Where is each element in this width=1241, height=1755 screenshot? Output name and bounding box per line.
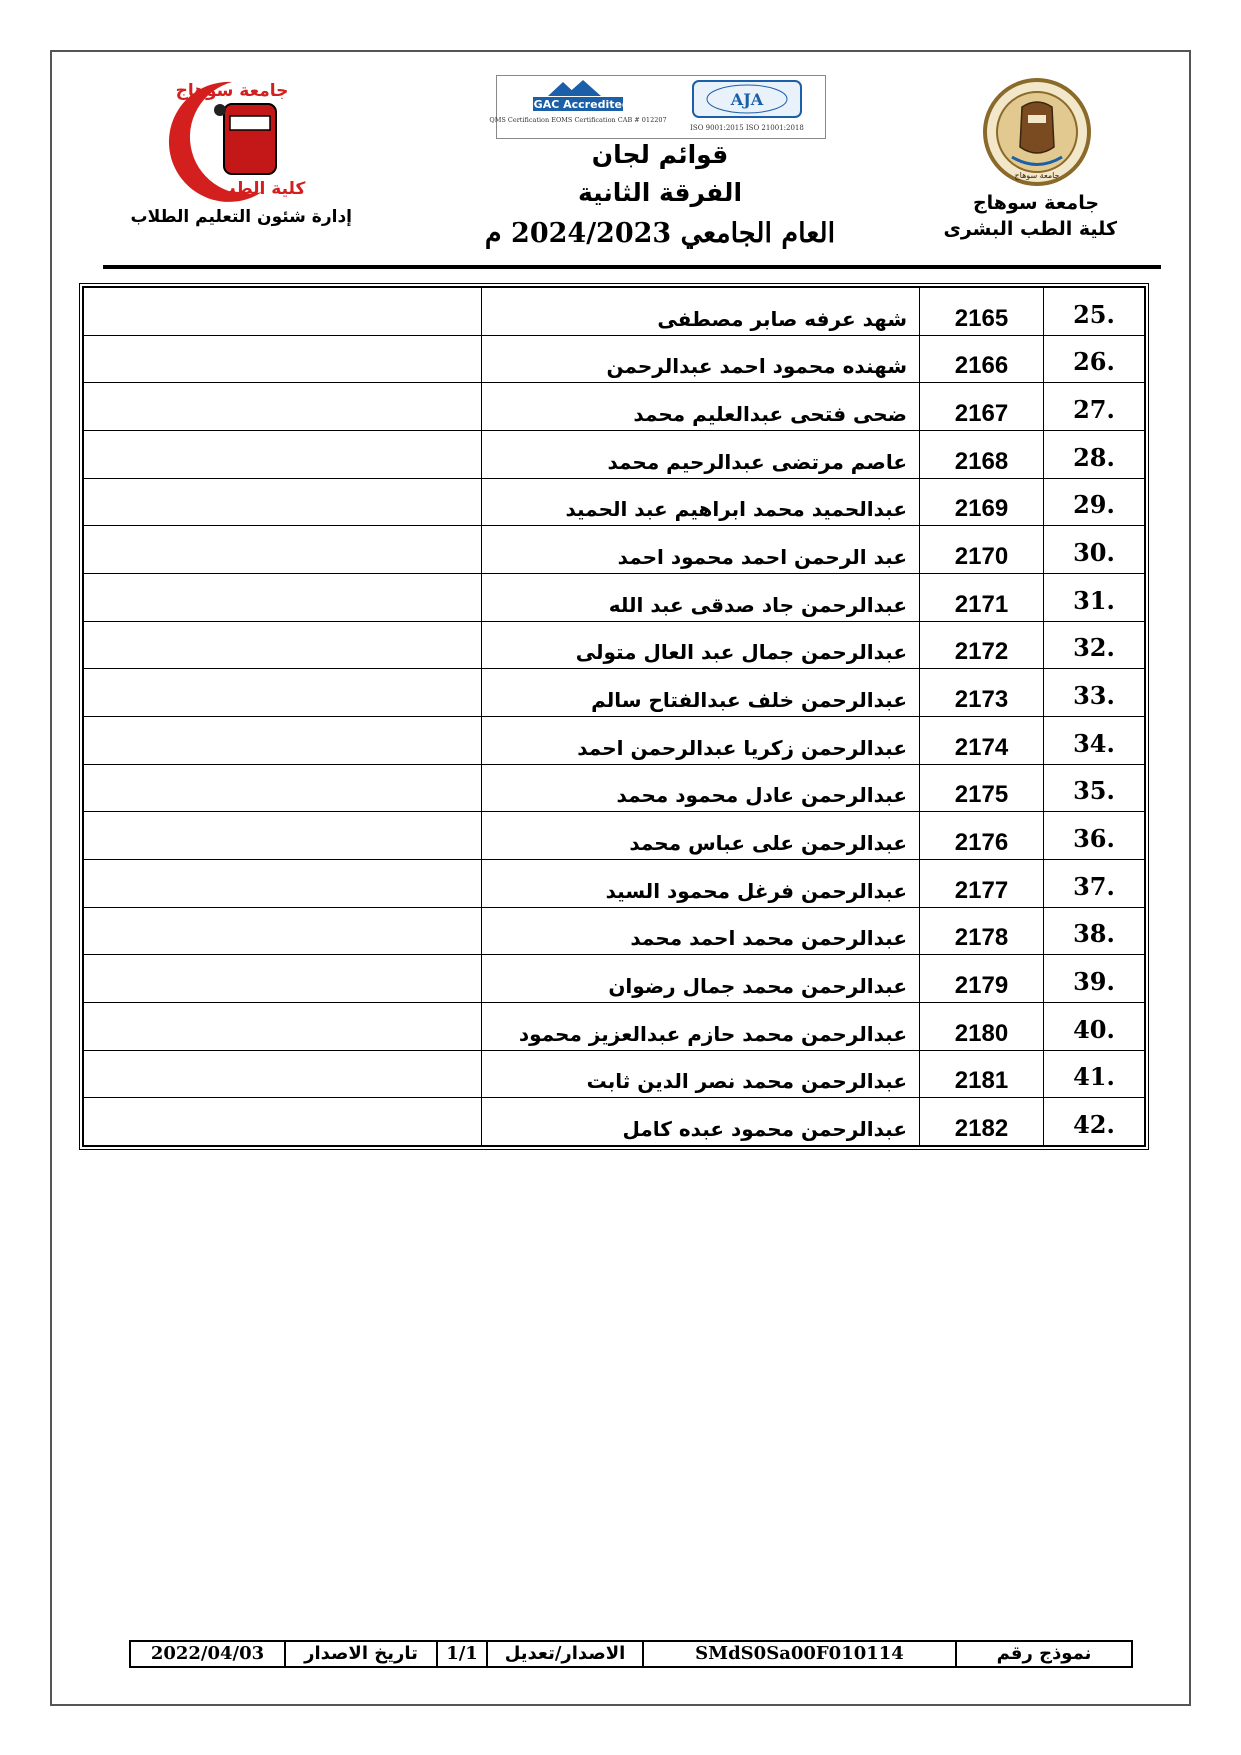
notes-cell (84, 1050, 482, 1098)
header-rule (103, 265, 1161, 269)
student-code: 2179 (920, 955, 1044, 1003)
notes-cell (84, 383, 482, 431)
notes-cell (84, 573, 482, 621)
notes-cell (84, 955, 482, 1003)
svg-text:QMS Certification EOMS Certifi: QMS Certification EOMS Certification CAB # 012207 (489, 116, 667, 124)
student-code: 2171 (920, 573, 1044, 621)
student-name: عبدالرحمن جاد صدقى عبد الله (482, 573, 920, 621)
student-code: 2173 (920, 669, 1044, 717)
notes-cell (84, 1002, 482, 1050)
notes-cell (84, 669, 482, 717)
student-code: 2167 (920, 383, 1044, 431)
certification-logos (489, 75, 826, 139)
title-year-level: الفرقة الثانية (577, 178, 743, 207)
student-name: عبد الرحمن احمد محمود احمد (482, 526, 920, 574)
notes-cell (84, 621, 482, 669)
title-academic-year: العام الجامعي 2024/2023 م (484, 218, 836, 249)
row-index: .28 (1044, 430, 1145, 478)
issue-date-value: 2022/04/03 (150, 1643, 265, 1664)
table-row (84, 430, 1145, 478)
table-row (84, 383, 1145, 431)
table-row (84, 526, 1145, 574)
student-name: ضحى فتحى عبدالعليم محمد (482, 383, 920, 431)
svg-text:جامعة سوهاج: جامعة سوهاج (175, 81, 289, 101)
row-index: .41 (1044, 1050, 1145, 1098)
faculty-name: كلية الطب البشرى (943, 218, 1117, 240)
row-index: .30 (1044, 526, 1145, 574)
student-code: 2166 (920, 335, 1044, 383)
row-index: .37 (1044, 859, 1145, 907)
student-name: عبدالحميد محمد ابراهيم عبد الحميد (482, 478, 920, 526)
notes-cell (84, 526, 482, 574)
student-name: شهد عرفه صابر مصطفى (482, 288, 920, 336)
table-row (84, 859, 1145, 907)
row-index: .42 (1044, 1098, 1145, 1146)
svg-text:جامعة سوهاج: جامعة سوهاج (1014, 171, 1060, 180)
student-code: 2172 (920, 621, 1044, 669)
notes-cell (84, 288, 482, 336)
student-name: عبدالرحمن محمد نصر الدين ثابت (482, 1050, 920, 1098)
table-row (84, 907, 1145, 955)
student-code: 2178 (920, 907, 1044, 955)
department-name: إدارة شئون التعليم الطلاب (130, 207, 352, 227)
table-row (84, 716, 1145, 764)
table-row (84, 812, 1145, 860)
row-index: .27 (1044, 383, 1145, 431)
row-index: .33 (1044, 669, 1145, 717)
version-value: 1/1 (436, 1642, 486, 1666)
student-code: 2165 (920, 288, 1044, 336)
svg-text:كلية الطب: كلية الطب (218, 179, 306, 199)
student-code: 2170 (920, 526, 1044, 574)
student-code: 2181 (920, 1050, 1044, 1098)
egac-logo (489, 78, 667, 136)
svg-text:EGAC Accredited: EGAC Accredited (526, 98, 630, 111)
student-name: عبدالرحمن محمد احمد محمد (482, 907, 920, 955)
faculty-logo (112, 72, 312, 202)
student-name: عبدالرحمن فرغل محمود السيد (482, 859, 920, 907)
university-name: جامعة سوهاج (972, 192, 1100, 214)
table-row (84, 621, 1145, 669)
row-index: .35 (1044, 764, 1145, 812)
student-code: 2180 (920, 1002, 1044, 1050)
row-index: .40 (1044, 1002, 1145, 1050)
student-code: 2168 (920, 430, 1044, 478)
table-row (84, 669, 1145, 717)
student-code: 2174 (920, 716, 1044, 764)
notes-cell (84, 1098, 482, 1146)
student-name: شهنده محمود احمد عبدالرحمن (482, 335, 920, 383)
student-code: 2177 (920, 859, 1044, 907)
row-index: .38 (1044, 907, 1145, 955)
student-name: عبدالرحمن محمد حازم عبدالعزيز محمود (482, 1002, 920, 1050)
student-name: عاصم مرتضى عبدالرحيم محمد (482, 430, 920, 478)
university-seal (982, 77, 1092, 187)
notes-cell (84, 812, 482, 860)
row-index: .29 (1044, 478, 1145, 526)
student-code: 2176 (920, 812, 1044, 860)
svg-text:AJA: AJA (730, 90, 764, 109)
table-row (84, 1098, 1145, 1146)
notes-cell (84, 907, 482, 955)
notes-cell (84, 335, 482, 383)
table-row (84, 764, 1145, 812)
table-row (84, 335, 1145, 383)
student-code: 2175 (920, 764, 1044, 812)
row-index: .25 (1044, 288, 1145, 336)
student-name: عبدالرحمن عادل محمود محمد (482, 764, 920, 812)
version-label: الاصدار/تعديل (486, 1642, 642, 1666)
notes-cell (84, 478, 482, 526)
student-code: 2182 (920, 1098, 1044, 1146)
table-row (84, 288, 1145, 336)
row-index: .39 (1044, 955, 1145, 1003)
table-row (84, 478, 1145, 526)
notes-cell (84, 764, 482, 812)
row-index: .31 (1044, 573, 1145, 621)
row-index: .32 (1044, 621, 1145, 669)
student-name: عبدالرحمن زكريا عبدالرحمن احمد (482, 716, 920, 764)
form-label: نموذج رقم (955, 1642, 1131, 1666)
student-name: عبدالرحمن على عباس محمد (482, 812, 920, 860)
student-name: عبدالرحمن محمد جمال رضوان (482, 955, 920, 1003)
student-table (79, 283, 1149, 1150)
row-index: .36 (1044, 812, 1145, 860)
row-index: .34 (1044, 716, 1145, 764)
table-row (84, 573, 1145, 621)
notes-cell (84, 716, 482, 764)
student-name: عبدالرحمن خلف عبدالفتاح سالم (482, 669, 920, 717)
student-name: عبدالرحمن جمال عبد العال متولى (482, 621, 920, 669)
table-row (84, 1002, 1145, 1050)
row-index: .26 (1044, 335, 1145, 383)
aja-logo (687, 78, 807, 136)
student-code: 2169 (920, 478, 1044, 526)
notes-cell (84, 859, 482, 907)
table-row (84, 955, 1145, 1003)
student-name: عبدالرحمن محمود عبده كامل (482, 1098, 920, 1146)
table-row (84, 1050, 1145, 1098)
title-committees: قوائم لجان (591, 140, 729, 169)
form-number: SMdS0Sa00F010114 (642, 1642, 955, 1666)
notes-cell (84, 430, 482, 478)
form-footer (129, 1640, 1133, 1668)
issue-date-label: تاريخ الاصدار (284, 1642, 436, 1666)
svg-text:ISO 9001:2015 ISO 21001:2018: ISO 9001:2015 ISO 21001:2018 (690, 124, 804, 132)
